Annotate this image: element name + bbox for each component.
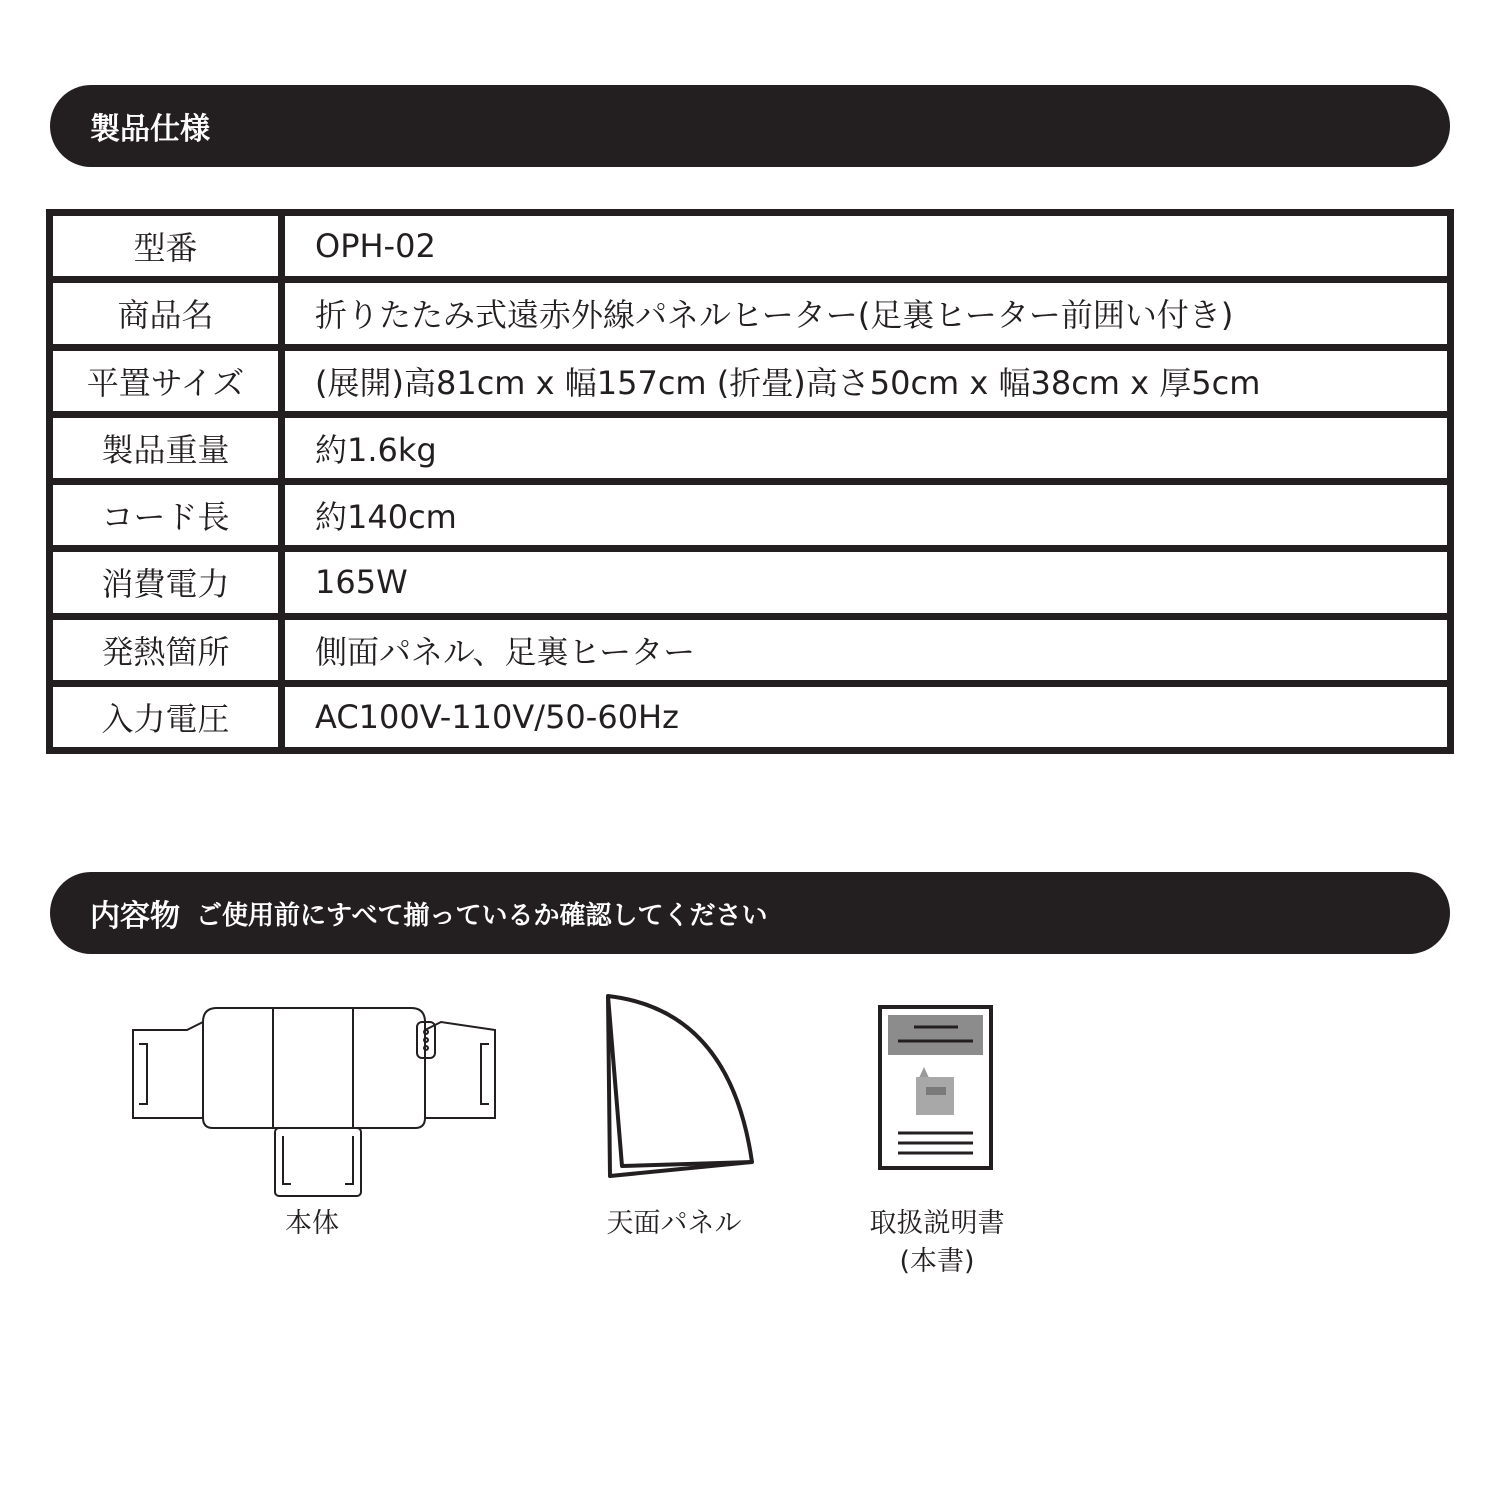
top-panel-icon [600,990,760,1180]
manual-caption-line1: 取扱説明書 [869,1208,1005,1239]
table-row [50,683,1451,750]
spec-label: 商品名 [50,280,282,347]
contents-item-caption [787,1205,1087,1281]
contents-section-header [50,872,1450,954]
spec-value: AC100V-110V/50-60Hz [282,683,1451,750]
table-row [50,482,1451,549]
manual-icon [878,1005,993,1170]
spec-label: 消費電力 [50,549,282,616]
table-row [50,347,1451,414]
contents-section-subtitle: ご使用前にすべて揃っているか確認してください [196,900,768,931]
spec-label: 入力電圧 [50,683,282,750]
spec-value: (展開)高81cm x 幅157cm (折畳)高さ50cm x 幅38cm x 厚5cm [282,347,1451,414]
spec-value: 165W [282,549,1451,616]
spec-label: コード長 [50,482,282,549]
spec-label: 製品重量 [50,414,282,481]
spec-value: 約1.6kg [282,414,1451,481]
table-row [50,616,1451,683]
spec-value: 側面パネル、足裏ヒーター [282,616,1451,683]
contents-item-caption: 天面パネル [606,1208,742,1239]
spec-section-header [50,85,1450,167]
spec-section-title: 製品仕様 [90,112,210,147]
spec-value: 約140cm [282,482,1451,549]
heater-body-icon [125,1000,505,1205]
spec-label: 平置サイズ [50,347,282,414]
spec-label: 発熱箇所 [50,616,282,683]
manual-caption-line2: (本書) [899,1246,975,1277]
spec-label: 型番 [50,213,282,280]
contents-section-title: 内容物 [90,899,180,934]
spec-value: 折りたたみ式遠赤外線パネルヒーター(足裏ヒーター前囲い付き) [282,280,1451,347]
table-row [50,213,1451,280]
table-row [50,549,1451,616]
spec-value: OPH-02 [282,213,1451,280]
contents-item-caption: 本体 [285,1208,339,1239]
spec-table [46,209,1454,754]
table-row [50,414,1451,481]
table-row [50,280,1451,347]
